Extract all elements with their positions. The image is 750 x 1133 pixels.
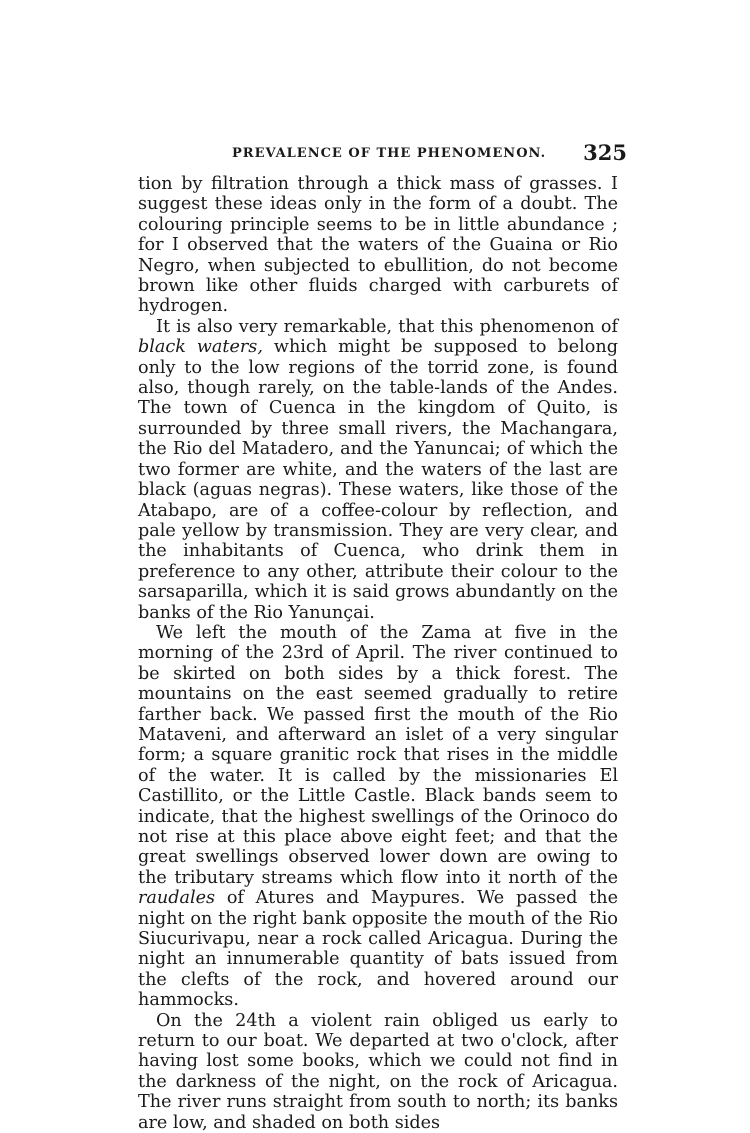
paragraph-text: On the 24th a violent rain obliged us early to return to our boat. We departed at two o'clock, after having lost some books, which we could not find in the darkness of the night, on the rock of Aricagua. The river runs straight from south to north; its banks are low, and shaded on both sides	[138, 1010, 618, 1133]
paragraph-24th	[138, 1011, 618, 1133]
running-head	[232, 140, 627, 170]
paragraph-text: It is also very remarkable, that this phenomenon of	[156, 316, 618, 337]
paragraph-text: We left the mouth of the Zama at five in the morning of the 23rd of April. The river continued to be skirted on both sides by a thick forest. The mountains on the east seemed gradually to retire farther back. We passed first the mouth of the Rio Mataveni, and afterward an islet of a very singular form; a square granitic rock that rises in the middle of the water. It is called by the missionaries El Castillito, or the Little Castle. Black bands seem to indicate, that the highest swellings of the Orinoco do not rise at this place above eight feet; and that the great swellings observed lower down are owing to the tributary streams which flow into it north of the	[138, 622, 618, 888]
running-head-title: PREVALENCE OF THE PHENOMENON.	[232, 146, 547, 161]
paragraph-continued	[138, 174, 618, 317]
paragraph-text: tion by filtration through a thick mass of grasses. I suggest these ideas only in the form of a doubt. The colouring principle seems to be in little abundance ; for I observed that the waters of the Guaina or Rio Negro, when subjected to ebullition, do not become brown like other fluids charged with carburets of hydrogen.	[138, 174, 618, 317]
paragraph-black-waters	[138, 317, 618, 623]
italic-term: black waters,	[138, 337, 263, 358]
body-text	[138, 174, 618, 1133]
paragraph-text: which might be supposed to belong only to the low regions of the torrid zone, is found also, though rarely, on the table-lands of the Andes. The town of Cuenca in the kingdom of Quito, is surrounded by three small rivers, the Machangara, the Rio del Matadero, and the Yanuncai; of which the two former are white, and the waters of the last are black (aguas negras). These waters, like those of the Atabapo, are of a coffee-colour by reflection, and pale yellow by transmission. They are very clear, and the inhabitants of Cuenca, who drink them in preference to any other, attribute their colour to the sarsaparilla, which it is said grows abundantly on the banks of the Rio Yanunçai.	[138, 337, 618, 623]
paragraph-text: of Atures and Maypures. We passed the night on the right bank opposite the mouth of the Rio Siucurivapu, near a rock called Aricagua. During the night an innumerable quantity of bats issued from the clefts of the rock, and hovered around our hammocks.	[138, 888, 618, 1011]
italic-term: raudales	[138, 888, 216, 909]
page-number: 325	[583, 140, 627, 165]
paragraph-zama	[138, 623, 618, 1011]
